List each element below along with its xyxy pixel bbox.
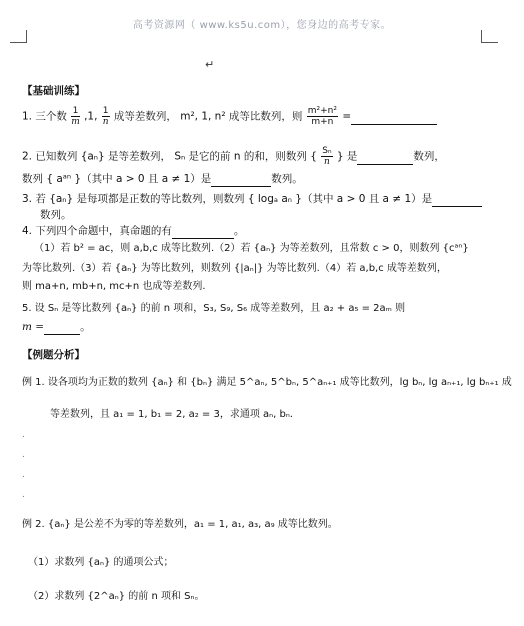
q2-answer-blank-2[interactable] bbox=[211, 172, 271, 187]
page-corner-mark-left bbox=[10, 30, 27, 43]
q1-fraction-1: $\frac{1}{m}$ bbox=[71, 106, 80, 127]
q4-text-a: 4. 下列四个命题中，真命题的有 bbox=[22, 225, 172, 237]
q2-text-c: 数列， bbox=[413, 150, 445, 163]
q2-text-e: 数列。 bbox=[271, 173, 303, 185]
q5-answer-blank[interactable] bbox=[44, 320, 80, 335]
q2-answer-blank-1[interactable] bbox=[357, 150, 413, 165]
basic-training-heading: 【基础训练】 bbox=[22, 85, 85, 97]
example-1-line-2: 等差数列，且 a₁ = 1, b₁ = 2, a₂ = 3，求通项 aₙ, bₙ. bbox=[50, 409, 293, 420]
q4-text-b: 。 bbox=[233, 225, 245, 237]
q1-text-e: = bbox=[342, 110, 352, 123]
q5-text-b: m = bbox=[22, 321, 45, 333]
q3-text-a: 3. 若 {aₙ} 是每项都是正数的等比数列，则数列 { logₐ aₙ }（其中 a > 0 且 a ≠ 1）是 bbox=[22, 193, 433, 205]
blank-line-marker: . bbox=[22, 450, 25, 460]
q5-text-c: 。 bbox=[80, 321, 91, 333]
q4-answer-blank[interactable] bbox=[172, 224, 234, 239]
q1-answer-blank[interactable] bbox=[351, 110, 437, 125]
q1-fraction-2: $\frac{1}{n}$ bbox=[102, 106, 109, 127]
question-4-line-2: 为等比数列.（3）若 {aₙ} 为等比数列，则数列 {|aₙ|} 为等比数列.（4）若 a,b,c 成等差数列， bbox=[22, 263, 447, 274]
q1-fraction-3: $\frac{\text{m²+n²}}{m+n}$ bbox=[307, 106, 337, 127]
paragraph-mark: ↵ bbox=[205, 58, 215, 71]
q2-text-d: 数列 { aᵃⁿ }（其中 a > 0 且 a ≠ 1）是 bbox=[22, 173, 212, 185]
q1-text-b: ,1, bbox=[84, 110, 98, 123]
q1-text-c: 成等差数列， bbox=[113, 110, 177, 123]
q2-fraction: $\frac{\text{Sₙ}}{n}$ bbox=[322, 146, 332, 167]
q1-text-d: m², 1, n² 成等比数列，则 bbox=[180, 110, 303, 123]
q2-text-b: } 是 bbox=[336, 150, 358, 163]
q1-text-a: 1. 三个数 bbox=[22, 110, 67, 123]
blank-line-marker: . bbox=[22, 430, 25, 440]
question-4-line-3: 则 ma+n, mb+n, mc+n 也成等差数列. bbox=[22, 281, 206, 292]
example-2-part-1: （1）求数列 {aₙ} 的通项公式； bbox=[28, 557, 174, 568]
q2-text-a: 2. 已知数列 {aₙ} 是等差数列， Sₙ 是它的前 n 的和，则数列 { bbox=[22, 150, 317, 163]
question-3 bbox=[22, 192, 482, 207]
question-4-line-1: （1）若 b² = ac，则 a,b,c 成等比数列.（2）若 {aₙ} 为等差数列，且常数 c > 0，则数列 {cᵃⁿ} bbox=[34, 243, 469, 254]
question-5-line-2 bbox=[22, 320, 91, 335]
example-1-line-1: 例 1. 设各项均为正数的数列 {aₙ} 和 {bₙ} 满足 5^aₙ, 5^bₙ, 5^aₙ₊₁ 成等比数列，lg bₙ, lg aₙ₊₁, lg bₙ₊₁ 成 bbox=[22, 377, 512, 388]
example-analysis-heading: 【例题分析】 bbox=[22, 349, 85, 361]
question-1 bbox=[22, 106, 437, 127]
question-2-line-2 bbox=[22, 172, 303, 187]
blank-line-marker: . bbox=[22, 490, 25, 500]
q3-answer-blank[interactable] bbox=[432, 192, 482, 207]
question-5: 5. 设 Sₙ 是等比数列 {aₙ} 的前 n 项和，S₃, S₉, S₆ 成等差数列，且 a₂ + a₅ = 2aₘ 则 bbox=[22, 303, 406, 314]
page-corner-mark-right bbox=[481, 30, 498, 43]
blank-line-marker: . bbox=[22, 470, 25, 480]
example-2-part-2: （2）求数列 {2^aₙ} 的前 n 项和 Sₙ。 bbox=[28, 591, 205, 602]
question-4 bbox=[22, 224, 244, 239]
watermark-header: 高考资源网（ www.ks5u.com），您身边的高考专家。 bbox=[132, 20, 392, 31]
example-2-line-1: 例 2. {aₙ} 是公差不为零的等差数列，a₁ = 1, a₁, a₃, a₉ 成等比数列。 bbox=[22, 519, 338, 530]
question-2 bbox=[22, 146, 445, 167]
question-3-line-2: 数列。 bbox=[40, 209, 72, 221]
